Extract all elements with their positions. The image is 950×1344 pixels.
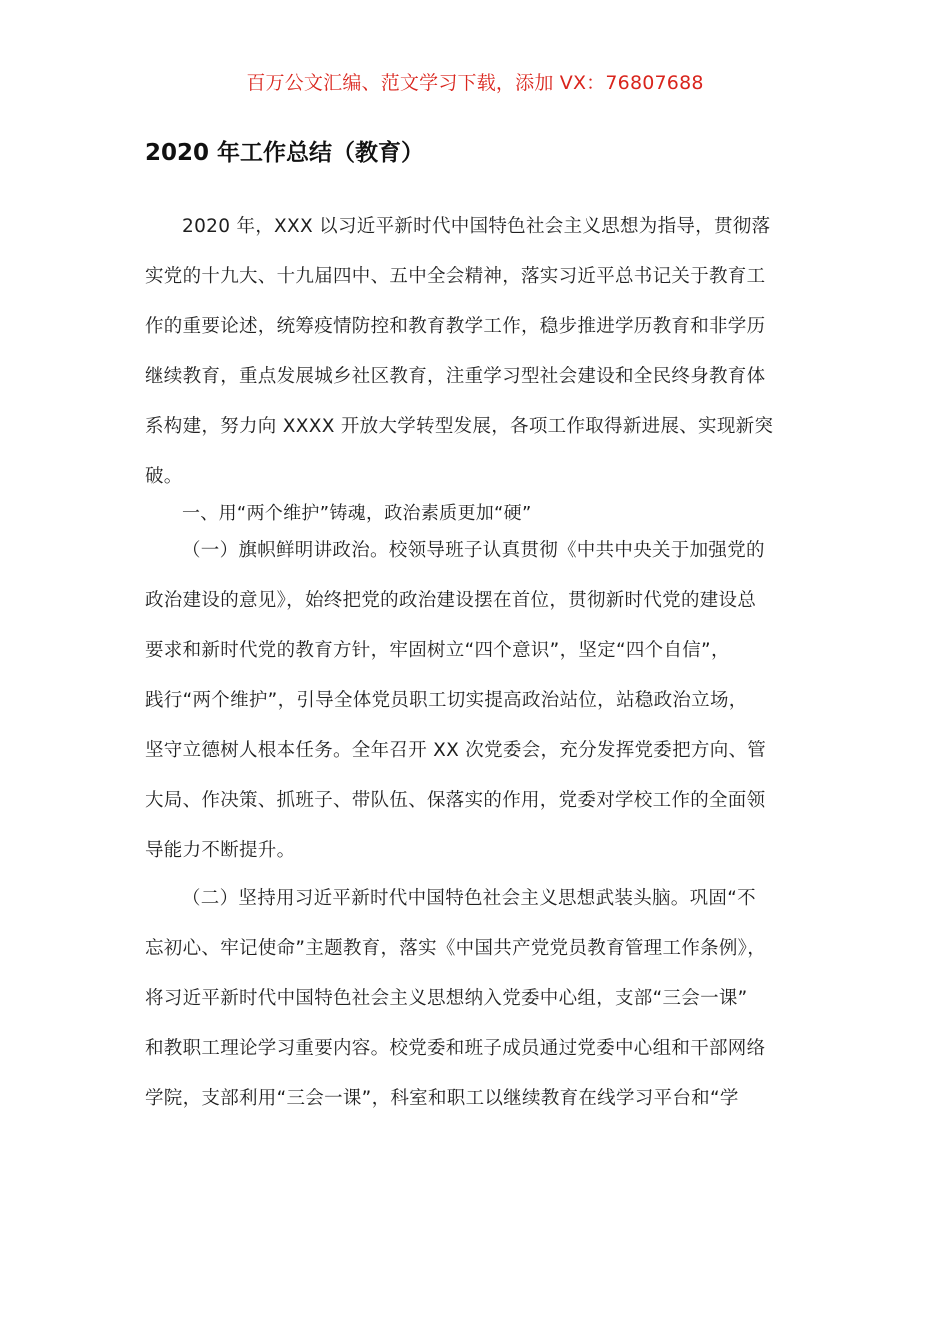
intro-paragraph xyxy=(145,202,825,502)
paragraph-line: 2020 年，XXX 以习近平新时代中国特色社会主义思想为指导，贯彻落 xyxy=(182,216,771,237)
watermark-banner: 百万公文汇编、范文学习下载，添加 VX：76807688 xyxy=(246,72,704,94)
paragraph-line: （一）旗帜鲜明讲政治。校领导班子认真贯彻《中共中央关于加强党的 xyxy=(182,540,765,561)
paragraph-line: 学院，支部利用“三会一课”，科室和职工以继续教育在线学习平台和“学 xyxy=(145,1088,739,1109)
paragraph-line: 实党的十九大、十九届四中、五中全会精神，落实习近平总书记关于教育工 xyxy=(145,266,766,287)
paragraph-line: 坚守立德树人根本任务。全年召开 XX 次党委会，充分发挥党委把方向、管 xyxy=(145,740,767,761)
paragraph-line: 作的重要论述，统筹疫情防控和教育教学工作，稳步推进学历教育和非学历 xyxy=(145,316,766,337)
paragraph-line: 将习近平新时代中国特色社会主义思想纳入党委中心组，支部“三会一课” xyxy=(145,988,748,1009)
paragraph-line: （二）坚持用习近平新时代中国特色社会主义思想武装头脑。巩固“不 xyxy=(182,888,756,909)
paragraph-line: 导能力不断提升。 xyxy=(145,840,296,861)
paragraph-line: 破。 xyxy=(145,466,183,487)
section-1-paragraph xyxy=(145,526,825,876)
paragraph-line: 政治建设的意见》，始终把党的政治建设摆在首位，贯彻新时代党的建设总 xyxy=(145,590,757,611)
paragraph-line: 忘初心、牢记使命”主题教育，落实《中国共产党党员教育管理工作条例》， xyxy=(145,938,767,959)
document-title: 2020 年工作总结（教育） xyxy=(145,140,425,166)
paragraph-line: 要求和新时代党的教育方针，牢固树立“四个意识”，坚定“四个自信”， xyxy=(145,640,730,661)
paragraph-line: 践行“两个维护”，引导全体党员职工切实提高政治站位，站稳政治立场， xyxy=(145,690,748,711)
paragraph-line: 继续教育，重点发展城乡社区教育，注重学习型社会建设和全民终身教育体 xyxy=(145,366,766,387)
paragraph-line: 大局、作决策、抓班子、带队伍、保落实的作用，党委对学校工作的全面领 xyxy=(145,790,766,811)
section-2-paragraph xyxy=(145,874,825,1124)
paragraph-line: 系构建，努力向 XXXX 开放大学转型发展，各项工作取得新进展、实现新突 xyxy=(145,416,774,437)
section-heading-text: 一、用“两个维护”铸魂，政治素质更加“硬” xyxy=(182,503,532,524)
paragraph-line: 和教职工理论学习重要内容。校党委和班子成员通过党委中心组和干部网络 xyxy=(145,1038,766,1059)
